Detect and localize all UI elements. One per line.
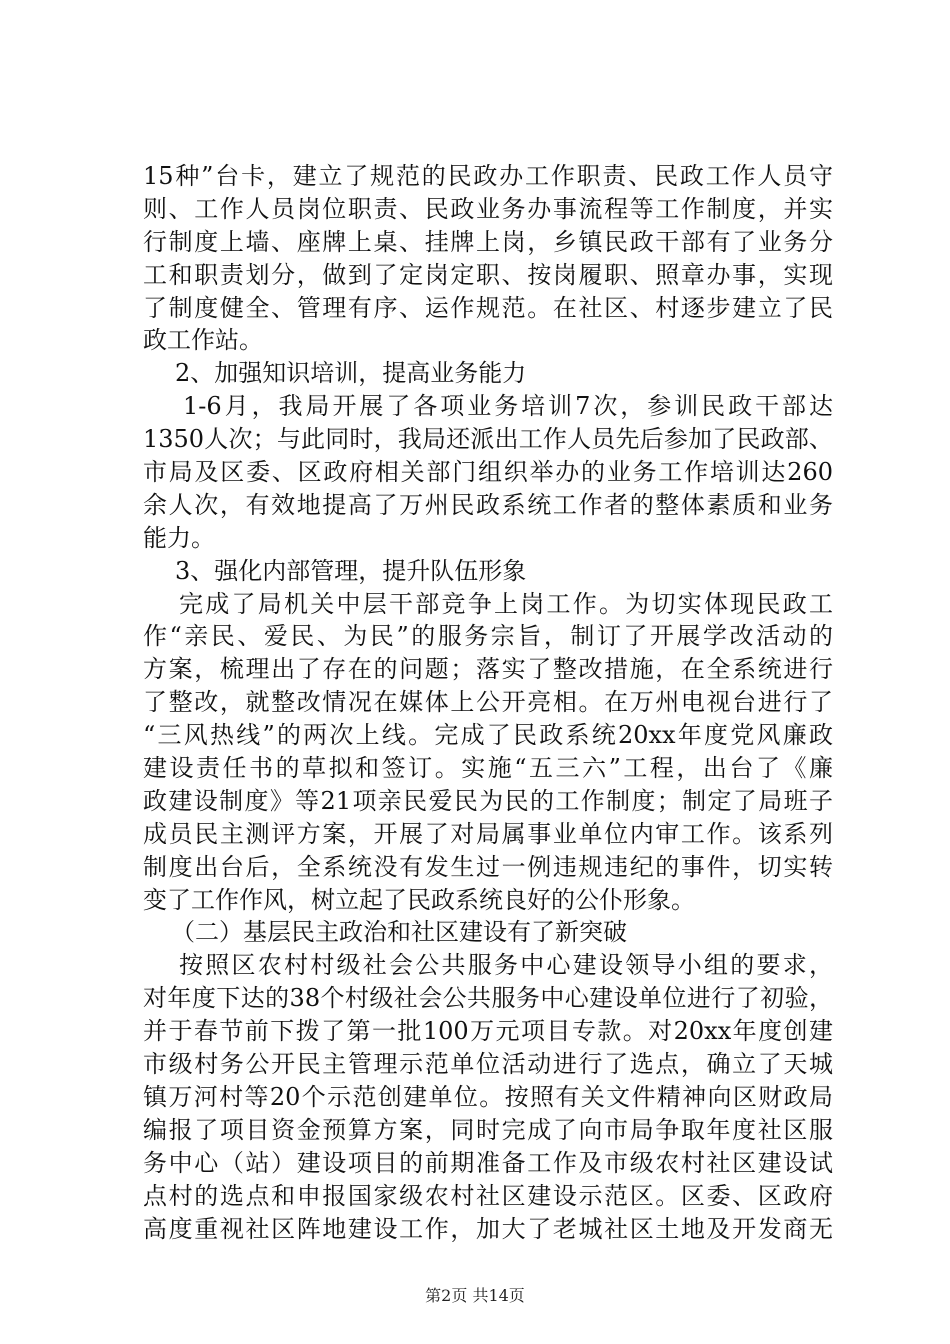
text-line: 作“亲民、爱民、为民”的服务宗旨，制订了开展学改活动的 <box>143 622 833 651</box>
page-footer: 第2页 共14页 <box>425 1286 525 1305</box>
text-line: 则、工作人员岗位职责、民政业务办事流程等工作制度，并实 <box>143 194 833 223</box>
text-line: 成员民主测评方案，开展了对局属事业单位内审工作。该系列 <box>143 819 833 848</box>
text-line: 政工作站。 <box>143 326 263 355</box>
text-line: 镇万河村等20个示范创建单位。按照有关文件精神向区财政局 <box>143 1082 833 1111</box>
text-line: 工和职责划分，做到了定岗定职、按岗履职、照章办事，实现 <box>143 260 833 289</box>
text-line: （二）基层民主政治和社区建设有了新突破 <box>171 918 627 947</box>
text-line: 按照区农村村级社会公共服务中心建设领导小组的要求， <box>179 951 833 980</box>
text-line: 3、强化内部管理，提升队伍形象 <box>175 556 527 585</box>
text-line: 了制度健全、管理有序、运作规范。在社区、村逐步建立了民 <box>143 293 833 322</box>
text-line: 方案，梳理出了存在的问题；落实了整改措施，在全系统进行 <box>143 655 833 684</box>
text-line: 制度出台后，全系统没有发生过一例违规违纪的事件，切实转 <box>143 852 833 881</box>
text-line: 并于春节前下拨了第一批100万元项目专款。对20xx年度创建 <box>143 1017 833 1046</box>
text-line: 编报了项目资金预算方案，同时完成了向市局争取年度社区服 <box>143 1115 833 1144</box>
document-body <box>143 160 833 1245</box>
text-line: 点村的选点和申报国家级农村社区建设示范区。区委、区政府 <box>143 1181 833 1210</box>
text-line: “三风热线”的两次上线。完成了民政系统20xx年度党风廉政 <box>143 721 833 750</box>
text-line: 对年度下达的38个村级社会公共服务中心建设单位进行了初验， <box>143 984 833 1013</box>
text-line: 余人次，有效地提高了万州民政系统工作者的整体素质和业务 <box>143 490 833 519</box>
text-line: 政建设制度》等21项亲民爱民为民的工作制度；制定了局班子 <box>143 786 833 815</box>
text-line: 高度重视社区阵地建设工作，加大了老城社区土地及开发商无 <box>143 1214 833 1243</box>
text-line: 建设责任书的草拟和签订。实施“五三六”工程，出台了《廉 <box>143 754 833 783</box>
text-line: 能力。 <box>143 523 215 552</box>
text-line: 行制度上墙、座牌上桌、挂牌上岗，乡镇民政干部有了业务分 <box>143 227 833 256</box>
text-line: 完成了局机关中层干部竞争上岗工作。为切实体现民政工 <box>179 589 833 618</box>
text-line: 15种”台卡，建立了规范的民政办工作职责、民政工作人员守 <box>143 162 833 190</box>
text-line: 1-6月，我局开展了各项业务培训7次，参训民政干部达 <box>183 392 833 421</box>
text-line: 2、加强知识培训，提高业务能力 <box>175 359 527 388</box>
text-line: 务中心（站）建设项目的前期准备工作及市级农村社区建设试 <box>143 1148 833 1177</box>
text-line: 市级村务公开民主管理示范单位活动进行了选点，确立了天城 <box>143 1050 833 1079</box>
text-line: 变了工作作风，树立起了民政系统良好的公仆形象。 <box>143 885 695 914</box>
text-line: 市局及区委、区政府相关部门组织举办的业务工作培训达260 <box>143 458 833 487</box>
text-line: 1350人次；与此同时，我局还派出工作人员先后参加了民政部、 <box>143 425 833 454</box>
text-line: 了整改，就整改情况在媒体上公开亮相。在万州电视台进行了 <box>143 688 833 717</box>
